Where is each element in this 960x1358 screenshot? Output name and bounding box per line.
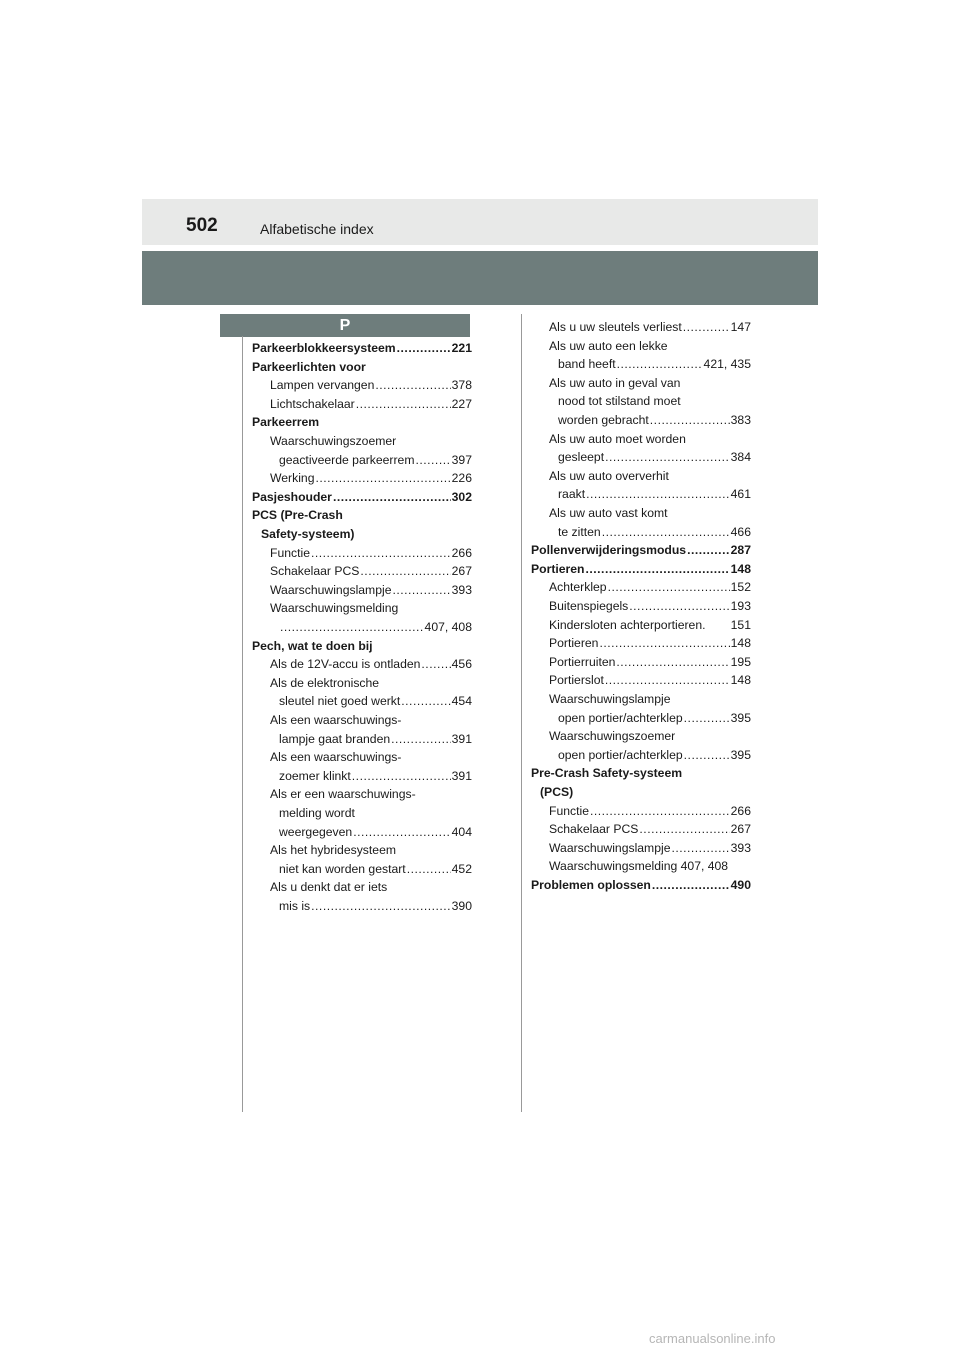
entry-term: niet kan worden gestart [279, 861, 406, 876]
entry-term: Safety-systeem) [261, 527, 355, 541]
index-entry [252, 730, 472, 748]
entry-page: 267 [451, 564, 472, 579]
index-entry [531, 355, 751, 373]
index-entry [252, 711, 472, 729]
entry-page: 221 [451, 341, 472, 355]
index-entry [252, 655, 472, 673]
index-entry [531, 783, 751, 801]
center-column-rule [521, 314, 522, 1112]
entry-term: Waarschuwingsmelding 407, 408 [549, 859, 729, 874]
entry-page: 391 [451, 731, 472, 746]
entry-page: 151 [730, 617, 751, 632]
index-entry [531, 727, 751, 745]
index-entry [531, 857, 751, 875]
entry-term: te zitten [558, 524, 601, 539]
entry-term: Parkeerblokkeersysteem [252, 341, 396, 355]
entry-page: 227 [451, 396, 472, 411]
dot-leader [392, 581, 450, 599]
dot-leader [356, 395, 451, 413]
index-entry [252, 376, 472, 394]
entry-term: Als het hybridesysteem [270, 843, 396, 858]
entry-term: Waarschuwingszoemer [270, 434, 397, 448]
entry-term: Als uw auto moet worden [549, 431, 686, 446]
index-entry [531, 560, 751, 578]
index-column-left [252, 339, 472, 919]
entry-page: 148 [730, 561, 751, 576]
entry-term: Als u denkt dat er iets [270, 880, 388, 895]
entry-page: 407, 408 [424, 620, 472, 634]
index-entry [252, 637, 472, 655]
entry-term: Waarschuwingszoemer [549, 729, 676, 744]
entry-term: Parkeerlichten voor [252, 359, 366, 374]
entry-page: 267 [730, 822, 751, 837]
index-entry [531, 578, 751, 596]
entry-term: Als uw auto een lekke [549, 338, 668, 353]
entry-term: Portieren [531, 561, 585, 576]
entry-term: Als een waarschuwings- [270, 713, 402, 727]
entry-term: open portier/achterklep [558, 710, 683, 725]
index-entry [531, 318, 751, 336]
entry-term: Als uw auto in geval van [549, 375, 681, 390]
dot-leader [605, 448, 730, 466]
entry-term: Lichtschakelaar [270, 396, 355, 411]
entry-page: 421, 435 [703, 357, 751, 372]
dot-leader [352, 767, 451, 785]
index-entry [531, 541, 751, 559]
entry-term: Waarschuwingslampje [549, 692, 671, 706]
index-entry [531, 634, 751, 652]
dot-leader [616, 653, 729, 671]
index-entry [531, 671, 751, 689]
index-entry [531, 839, 751, 857]
index-entry [252, 841, 472, 859]
left-column-rule [242, 336, 243, 1112]
entry-term: gesleept [558, 450, 605, 465]
dot-leader [650, 411, 730, 429]
dot-leader [586, 560, 730, 578]
dot-leader [401, 692, 450, 710]
index-entry [252, 860, 472, 878]
watermark: carmanualsonline.info [649, 1331, 776, 1346]
entry-term: Kindersloten achterportieren. [549, 617, 706, 632]
dot-leader [639, 820, 729, 838]
index-entry [531, 504, 751, 522]
entry-page: 466 [730, 524, 751, 539]
index-entry [252, 599, 472, 617]
dot-leader [608, 578, 730, 596]
entry-term: nood tot stilstand moet [558, 394, 681, 409]
entry-page: 378 [451, 378, 472, 393]
entry-term: Waarschuwingsmelding [270, 601, 399, 616]
dot-leader [353, 823, 450, 841]
entry-page: 397 [451, 452, 472, 467]
entry-page: 147 [730, 320, 751, 334]
entry-term: open portier/achterklep [558, 747, 683, 762]
entry-page: 152 [730, 580, 751, 595]
index-entry [252, 432, 472, 450]
entry-page: 395 [730, 710, 751, 725]
entry-term: Waarschuwingslampje [270, 582, 392, 597]
entry-term: Portierslot [549, 673, 604, 688]
index-entry [252, 785, 472, 803]
entry-term: geactiveerde parkeerrem [279, 452, 415, 467]
dot-leader [683, 318, 730, 336]
index-entry [531, 690, 751, 708]
entry-term: Werking [270, 471, 315, 486]
entry-page: 452 [451, 861, 472, 876]
index-entry [252, 469, 472, 487]
index-entry [252, 451, 472, 469]
entry-term: Pech, wat te doen bij [252, 638, 373, 653]
index-entry [531, 411, 751, 429]
entry-page: 393 [451, 582, 472, 597]
dot-leader [586, 485, 730, 503]
index-entry [252, 878, 472, 896]
entry-term: Pasjeshouder [252, 489, 332, 504]
entry-term: Pre-Crash Safety-systeem [531, 766, 683, 781]
dot-leader [311, 897, 451, 915]
dot-leader [617, 355, 703, 373]
entry-term: mis is [279, 899, 311, 913]
entry-term: Functie [549, 803, 589, 818]
index-entry [252, 395, 472, 413]
dot-leader [375, 376, 450, 394]
index-column-right [531, 318, 751, 898]
index-entry [252, 358, 472, 376]
entry-term: Problemen oplossen [531, 878, 651, 892]
index-entry [252, 506, 472, 524]
dot-leader [605, 671, 730, 689]
entry-term: Als de 12V-accu is ontladen [270, 657, 421, 672]
entry-term: zoemer klinkt [279, 768, 351, 783]
entry-term: Parkeerrem [252, 415, 320, 430]
entry-page: 193 [730, 599, 751, 613]
entry-page: 404 [451, 824, 472, 839]
index-entry [531, 392, 751, 410]
index-entry [252, 544, 472, 562]
index-entry [531, 653, 751, 671]
entry-term: Als u uw sleutels verliest [549, 320, 682, 334]
entry-term: melding wordt [279, 806, 355, 820]
index-entry [531, 802, 751, 820]
entry-term: Portieren [549, 636, 599, 651]
entry-term: Schakelaar PCS [549, 822, 639, 837]
entry-page: 148 [730, 636, 751, 651]
entry-page: 391 [451, 768, 472, 783]
dot-leader [333, 488, 451, 506]
dot-leader [280, 618, 424, 636]
index-entry [252, 488, 472, 506]
index-entry [531, 597, 751, 615]
entry-page: 456 [451, 657, 472, 672]
index-entry [252, 767, 472, 785]
dot-leader [599, 634, 729, 652]
index-entry [252, 525, 472, 543]
index-entry [531, 523, 751, 541]
dot-leader [315, 469, 450, 487]
entry-term: sleutel niet goed werkt [279, 694, 401, 709]
dot-leader [421, 655, 450, 673]
entry-page: 395 [730, 747, 751, 762]
entry-term: Achterklep [549, 580, 607, 595]
entry-term: raakt [558, 487, 586, 502]
index-entry [252, 674, 472, 692]
entry-term: band heeft [558, 357, 616, 372]
entry-page: 266 [730, 803, 751, 818]
index-entry [252, 413, 472, 431]
dot-leader [391, 730, 451, 748]
header-band [142, 251, 818, 305]
dot-leader [590, 802, 730, 820]
dot-leader [407, 860, 451, 878]
entry-page: 302 [451, 489, 472, 504]
index-entry [252, 618, 472, 636]
header-bar [142, 199, 818, 245]
entry-page: 383 [730, 413, 751, 427]
dot-leader [397, 339, 451, 357]
entry-term: Lampen vervangen [270, 378, 375, 393]
index-entry [531, 764, 751, 782]
entry-page: 390 [451, 899, 472, 913]
entry-term: Buitenspiegels [549, 599, 629, 613]
dot-leader [684, 709, 730, 727]
index-entry [531, 430, 751, 448]
entry-term: lampje gaat branden [279, 731, 391, 746]
entry-term: worden gebracht [558, 413, 649, 427]
index-entry [252, 897, 472, 915]
entry-page: 226 [451, 471, 472, 486]
dot-leader [416, 451, 451, 469]
index-entry [531, 876, 751, 894]
entry-term: Portierruiten [549, 654, 616, 669]
entry-page: 384 [730, 450, 751, 465]
entry-page: 148 [730, 673, 751, 688]
entry-term: Pollenverwijderingsmodus [531, 543, 687, 558]
page-number: 502 [186, 215, 218, 236]
index-entry [252, 748, 472, 766]
dot-leader [360, 562, 450, 580]
index-entry [531, 448, 751, 466]
entry-term: Als een waarschuwings- [270, 750, 402, 765]
entry-term: Als de elektronische [270, 675, 380, 690]
index-entry [531, 374, 751, 392]
index-entry [531, 467, 751, 485]
entry-page: 393 [730, 840, 751, 855]
index-entry [531, 709, 751, 727]
section-title: Alfabetische index [260, 221, 374, 237]
dot-leader [652, 876, 730, 894]
dot-leader [629, 597, 729, 615]
entry-page: 287 [730, 543, 751, 558]
entry-term: Functie [270, 545, 310, 560]
index-entry [531, 820, 751, 838]
index-entry [252, 804, 472, 822]
entry-term: (PCS) [540, 785, 574, 799]
index-entry [252, 562, 472, 580]
dot-leader [687, 541, 730, 559]
entry-page: 454 [451, 694, 472, 709]
entry-page: 461 [730, 487, 751, 502]
dot-leader [311, 544, 451, 562]
entry-term: Schakelaar PCS [270, 564, 360, 579]
index-entry [252, 339, 472, 357]
index-entry [252, 692, 472, 710]
entry-page: 490 [730, 878, 751, 892]
index-entry [252, 581, 472, 599]
entry-term: Als uw auto oververhit [549, 468, 669, 483]
index-entry [531, 746, 751, 764]
dot-leader [671, 839, 729, 857]
entry-term: weergegeven [279, 824, 353, 839]
entry-page: 195 [730, 654, 751, 669]
entry-term: Waarschuwingslampje [549, 840, 671, 855]
entry-page: 266 [451, 545, 472, 560]
dot-leader [602, 523, 730, 541]
index-entry [252, 823, 472, 841]
index-entry [531, 337, 751, 355]
dot-leader [684, 746, 730, 764]
index-entry [531, 616, 751, 634]
entry-term: Als er een waarschuwings- [270, 787, 416, 802]
index-entry [531, 485, 751, 503]
entry-term: PCS (Pre-Crash [252, 508, 343, 523]
entry-term: Als uw auto vast komt [549, 506, 668, 520]
index-letter-tab: P [220, 314, 470, 337]
